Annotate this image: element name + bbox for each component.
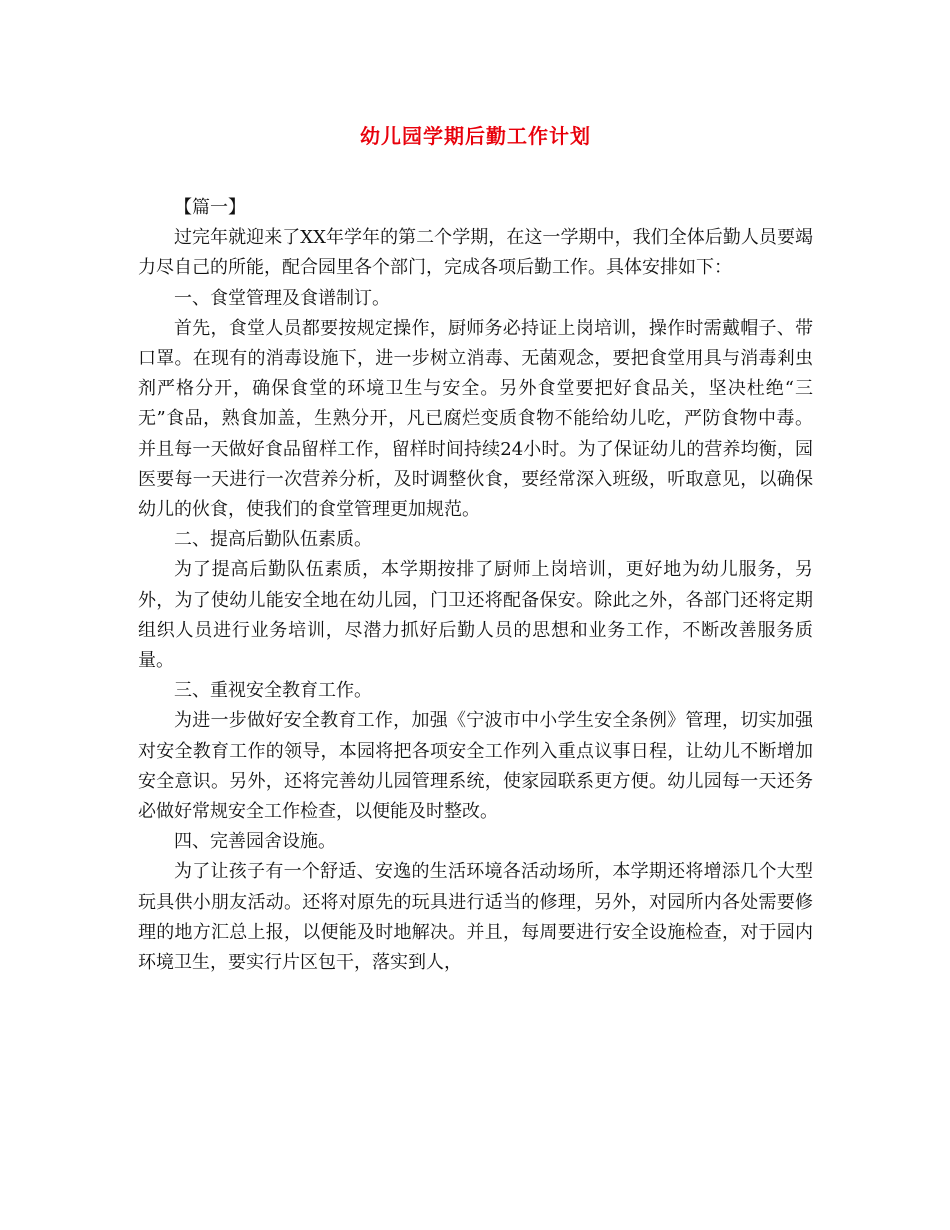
intro-paragraph: 过完年就迎来了XX年学年的第二个学期，在这一学期中，我们全体后勤人员要竭力尽自己的所能，配合园里各个部门，完成各项后勤工作。具体安排如下： <box>138 227 813 279</box>
paragraph-staff-quality: 为了提高后勤队伍素质，本学期按排了厨师上岗培训，更好地为幼儿服务，另外，为了使幼儿能安全地在幼儿园，门卫还将配备保安。除此之外，各部门还将定期组织人员进行业务培训，尽潜力抓好后勤人员的思想和业务工作，不断改善服务质量。 <box>138 559 813 672</box>
document-body <box>138 193 813 978</box>
section-label: 【篇一】 <box>174 197 246 218</box>
heading-staff-quality: 二、提高后勤队伍素质。 <box>174 529 372 551</box>
paragraph-facilities: 为了让孩子有一个舒适、安逸的生活环境各活动场所，本学期还将增添几个大型玩具供小朋友活动。还将对原先的玩具进行适当的修理，另外，对园所内各处需要修理的地方汇总上报，以便能及时地解决。并且，每周要进行安全设施检查，对于园内环境卫生，要实行片区包干，落实到人， <box>138 861 813 974</box>
heading-canteen: 一、食堂管理及食谱制订。 <box>174 287 390 309</box>
heading-facilities: 四、完善园舍设施。 <box>174 831 336 853</box>
heading-safety: 三、重视安全教育工作。 <box>174 680 372 702</box>
paragraph-safety: 为进一步做好安全教育工作，加强《宁波市中小学生安全条例》管理，切实加强对安全教育工作的领导，本园将把各项安全工作列入重点议事日程，让幼儿不断增加安全意识。另外，还将完善幼儿园管理系统，使家园联系更方便。幼儿园每一天还务必做好常规安全工作检查，以便能及时整改。 <box>138 710 813 823</box>
document-title: 幼儿园学期后勤工作计划 <box>360 124 591 148</box>
paragraph-canteen: 首先，食堂人员都要按规定操作，厨师务必持证上岗培训，操作时需戴帽子、带口罩。在现有的消毒设施下，进一步树立消毒、无菌观念，要把食堂用具与消毒剎虫剂严格分开，确保食堂的环境卫生与安全。另外食堂要把好食品关，坚决杜绝“三无”食品，熟食加盖，生熟分开，凡已腐烂变质食物不能给幼儿吃，严防食物中毒。并且每一天做好食品留样工作，留样时间持续24小时。为了保证幼儿的营养均衡，园医要每一天进行一次营养分析，及时调整伙食，要经常深入班级，听取意见，以确保幼儿的伙食，使我们的食堂管理更加规范。 <box>138 317 813 521</box>
